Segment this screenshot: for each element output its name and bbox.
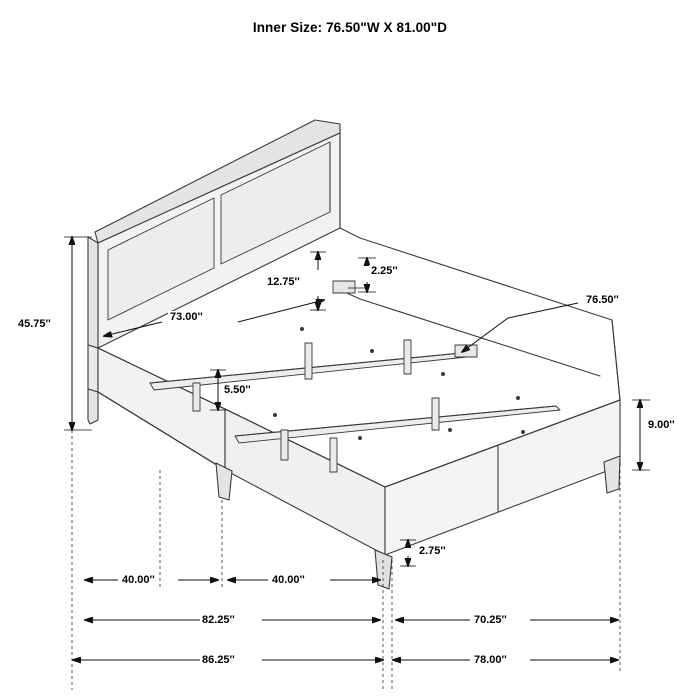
dim-label-headboard-panel-height: 12.75'' bbox=[267, 276, 300, 288]
dim-label-left-leg-spacing: 40.00'' bbox=[122, 574, 155, 586]
dim-label-headboard-height: 45.75'' bbox=[18, 318, 51, 330]
dim-label-right-leg-spacing: 40.00'' bbox=[272, 574, 305, 586]
dim-inner-width-leader bbox=[462, 303, 578, 352]
dim-label-overall-width: 86.25'' bbox=[202, 654, 235, 666]
dim-label-rail-thickness: 2.25'' bbox=[371, 265, 398, 277]
headboard bbox=[88, 120, 340, 348]
dim-label-headboard-panel-width: 73.00'' bbox=[170, 311, 203, 323]
dim-deck-to-floor bbox=[632, 400, 650, 470]
bed-illustration bbox=[88, 120, 620, 589]
dim-label-overall-depth: 78.00'' bbox=[474, 654, 507, 666]
dim-label-overall-side-depth: 70.25'' bbox=[474, 614, 507, 626]
dim-label-overall-front-width: 82.25'' bbox=[202, 614, 235, 626]
dim-label-leg-height: 2.75'' bbox=[419, 545, 446, 557]
page-title: Inner Size: 76.50"W X 81.00"D bbox=[252, 20, 448, 35]
dim-label-slat-support-height: 5.50'' bbox=[224, 384, 251, 396]
dim-label-inner-width: 76.50'' bbox=[586, 294, 619, 306]
dim-headboard-panel-height bbox=[310, 252, 326, 310]
dim-label-deck-to-floor: 9.00'' bbox=[648, 419, 675, 431]
